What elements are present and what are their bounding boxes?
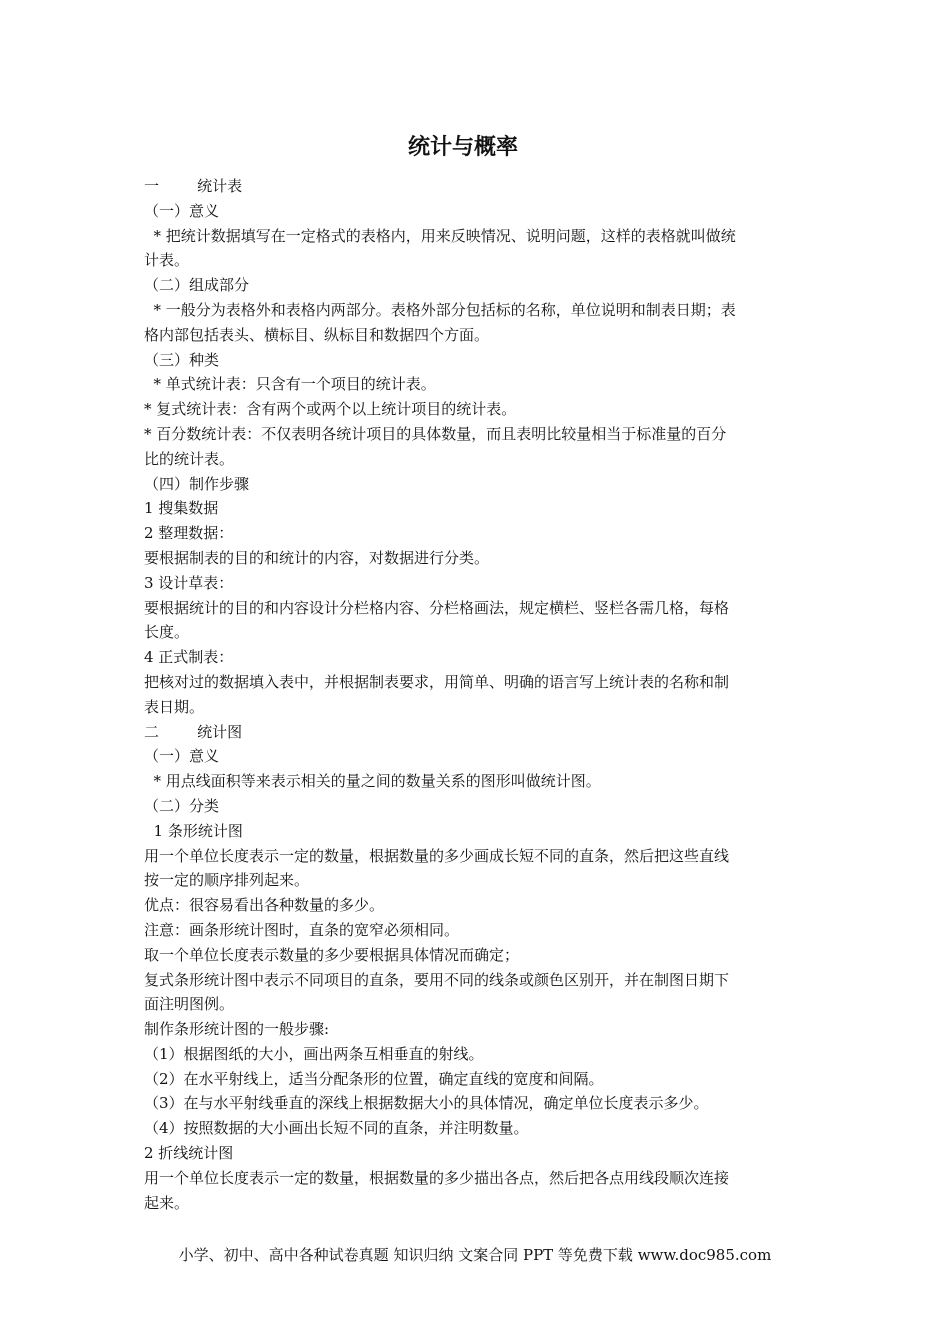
footer-text: 小学、初中、高中各种试卷真题 知识归纳 文案合同 PPT 等免费下载 www.doc985.com <box>178 1246 772 1264</box>
text-line: 面注明图例。 <box>144 995 235 1014</box>
text-line: 起来。 <box>144 1193 190 1212</box>
text-line: 3 设计草表： <box>144 573 234 592</box>
text-line: （二）分类 <box>144 796 220 815</box>
text-line: 计表。 <box>144 251 190 270</box>
text-line: （3）在与水平射线垂直的深线上根据数据大小的具体情况，确定单位长度表示多少。 <box>144 1094 709 1113</box>
text-line: （四）制作步骤 <box>144 474 250 493</box>
text-line: * 复式统计表：含有两个或两个以上统计项目的统计表。 <box>144 400 517 419</box>
text-line: 按一定的顺序排列起来。 <box>144 871 310 890</box>
text-line: （2）在水平射线上，适当分配条形的位置，确定直线的宽度和间隔。 <box>144 1069 604 1088</box>
text-line: 1 搜集数据 <box>144 499 219 518</box>
text-line: * 单式统计表：只含有一个项目的统计表。 <box>144 375 436 394</box>
text-line: 取一个单位长度表示数量的多少要根据具体情况而确定； <box>144 945 520 964</box>
text-line: * 把统计数据填写在一定格式的表格内，用来反映情况、说明问题，这样的表格就叫做统 <box>144 226 736 245</box>
text-line: 4 正式制表： <box>144 648 234 667</box>
text-line: 格内部包括表头、横标目、纵标目和数据四个方面。 <box>144 325 490 344</box>
text-line: 2 折线统计图 <box>144 1144 234 1163</box>
text-line: 表日期。 <box>144 697 205 716</box>
text-line: * 一般分为表格外和表格内两部分。表格外部分包括标的名称，单位说明和制表日期；表 <box>144 300 736 319</box>
text-line: 用一个单位长度表示一定的数量，根据数量的多少画成长短不同的直条，然后把这些直线 <box>144 846 730 865</box>
text-line: * 用点线面积等来表示相关的量之间的数量关系的图形叫做统计图。 <box>144 772 601 791</box>
text-line: 要根据制表的目的和统计的内容，对数据进行分类。 <box>144 548 490 567</box>
document-body <box>144 174 804 1215</box>
page-title: 统计与概率 <box>407 135 518 160</box>
text-line: 一 统计表 <box>144 177 243 195</box>
text-line: （4）按照数据的大小画出长短不同的直条，并注明数量。 <box>144 1119 529 1138</box>
text-line: 制作条形统计图的一般步骤: <box>144 1020 330 1039</box>
text-line: 要根据统计的目的和内容设计分栏格内容、分栏格画法，规定横栏、竖栏各需几格，每格 <box>144 598 730 617</box>
text-line: （二）组成部分 <box>144 276 250 295</box>
text-line: 二 统计图 <box>144 722 243 741</box>
text-line: 注意：画条形统计图时，直条的宽窄必须相同。 <box>144 920 460 939</box>
text-line: * 百分数统计表：不仅表明各统计项目的具体数量，而且表明比较量相当于标准量的百分 <box>144 424 727 443</box>
text-line: 比的统计表。 <box>144 449 235 468</box>
text-line: （1）根据图纸的大小，画出两条互相垂直的射线。 <box>144 1044 484 1063</box>
text-line: （三）种类 <box>144 350 220 369</box>
text-line: （一）意义 <box>144 201 220 220</box>
text-line: 2 整理数据： <box>144 524 234 543</box>
text-line: 把核对过的数据填入表中，并根据制表要求，用简单、明确的语言写上统计表的名称和制 <box>144 672 730 691</box>
text-line: 长度。 <box>144 623 190 642</box>
text-line: 复式条形统计图中表示不同项目的直条，要用不同的线条或颜色区别开，并在制图日期下 <box>144 970 730 989</box>
text-line: 1 条形统计图 <box>144 821 243 840</box>
text-line: 优点：很容易看出各种数量的多少。 <box>144 896 385 915</box>
text-line: 用一个单位长度表示一定的数量，根据数量的多少描出各点，然后把各点用线段顺次连接 <box>144 1168 730 1187</box>
text-line: （一）意义 <box>144 747 220 766</box>
